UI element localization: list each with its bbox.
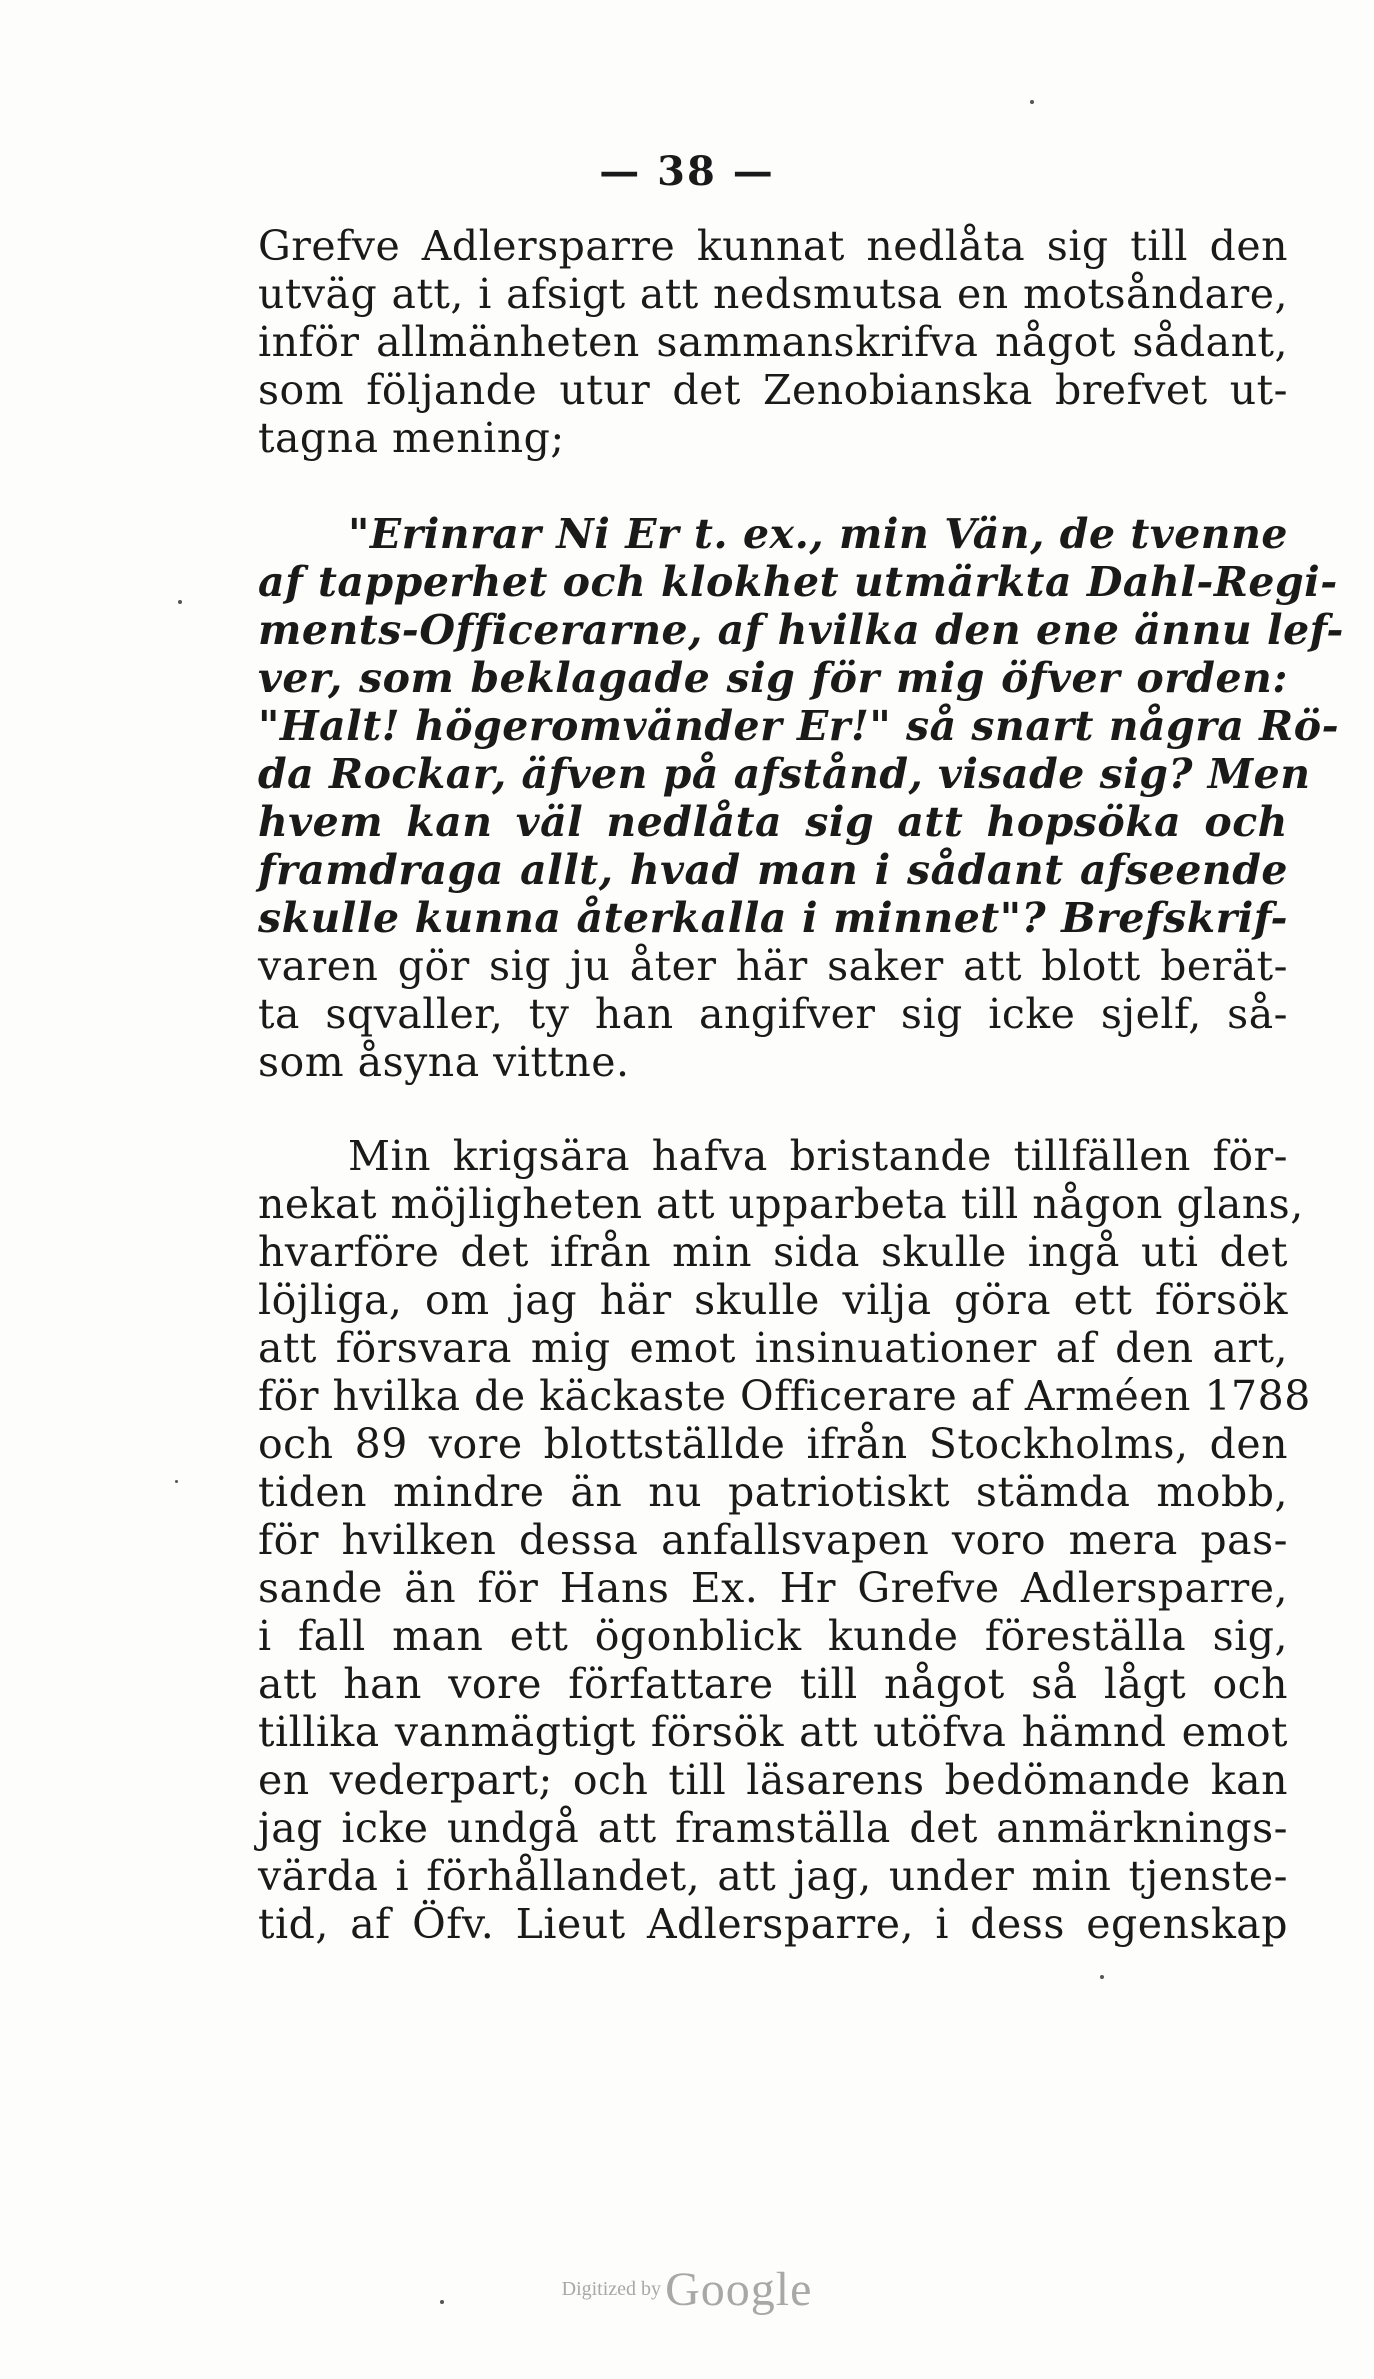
text-line: ta sqvaller, ty han angifver sig icke sjelf, så- <box>258 990 1288 1038</box>
text-line: som åsyna vittne. <box>258 1038 630 1086</box>
text-line: för hvilken dessa anfallsvapen voro mera pas- <box>258 1516 1288 1564</box>
text-line: i fall man ett ögonblick kunde föreställa sig, <box>258 1612 1288 1660</box>
ink-speck <box>1030 100 1034 104</box>
page-number: — 38 — <box>599 148 775 195</box>
ink-speck <box>175 1480 178 1483</box>
ink-speck <box>178 600 182 604</box>
text-line: Min krigsära hafva bristande tillfällen för- <box>348 1132 1288 1180</box>
text-line: att försvara mig emot insinuationer af den art, <box>258 1324 1288 1372</box>
text-line: att han vore författare till något så lågt och <box>258 1660 1288 1708</box>
text-line: inför allmänheten sammanskrifva något sådant, <box>258 318 1288 366</box>
quotation-paragraph <box>258 510 1344 1086</box>
text-line: "Erinrar Ni Er t. ex., min Vän, de tvenne <box>348 510 1288 558</box>
text-line: tagna mening; <box>258 414 565 462</box>
text-line: löjliga, om jag här skulle vilja göra ett försök <box>258 1276 1288 1324</box>
text-line: ver, som beklagade sig för mig öfver orden: <box>258 654 1288 702</box>
text-line: Grefve Adlersparre kunnat nedlåta sig till den <box>258 222 1288 270</box>
text-line: framdraga allt, hvad man i sådant afseende <box>258 846 1288 894</box>
text-line: ments-Officerarne, af hvilka den ene ännu lef- <box>258 606 1344 654</box>
text-line: af tapperhet och klokhet utmärkta Dahl-Regi- <box>258 558 1338 606</box>
text-line: hvem kan väl nedlåta sig att hopsöka och <box>258 798 1288 846</box>
text-line: tillika vanmägtigt försök att utöfva hämnd emot <box>258 1708 1288 1756</box>
text-line: värda i förhållandet, att jag, under min tjenste- <box>258 1852 1288 1900</box>
text-line: och 89 vore blottställde ifrån Stockholms, den <box>258 1420 1288 1468</box>
text-line: hvarföre det ifrån min sida skulle ingå uti det <box>258 1228 1288 1276</box>
paragraph-1 <box>258 222 1288 462</box>
text-line: "Halt! högeromvänder Er!" så snart några Rö- <box>258 702 1340 750</box>
digitization-watermark <box>0 2262 1374 2317</box>
text-line: varen gör sig ju åter här saker att blott berät- <box>258 942 1288 990</box>
ink-speck <box>1100 1975 1104 1979</box>
google-logo: Google <box>665 2263 813 2316</box>
text-line: nekat möjligheten att upparbeta till någon glans, <box>258 1180 1304 1228</box>
digitized-by-text: Digitized by <box>561 2278 662 2300</box>
text-line: som följande utur det Zenobianska brefvet ut- <box>258 366 1288 414</box>
text-line: jag icke undgå att framställa det anmärknings- <box>258 1804 1288 1852</box>
text-line: skulle kunna återkalla i minnet"? Brefskrif- <box>258 894 1288 942</box>
text-line: en vederpart; och till läsarens bedömande kan <box>258 1756 1288 1804</box>
paragraph-3 <box>258 1132 1311 1948</box>
text-line: för hvilka de käckaste Officerare af Arméen 1788 <box>258 1372 1311 1420</box>
text-line: tiden mindre än nu patriotiskt stämda mobb, <box>258 1468 1288 1516</box>
text-line: sande än för Hans Ex. Hr Grefve Adlersparre, <box>258 1564 1288 1612</box>
text-line: utväg att, i afsigt att nedsmutsa en motsåndare, <box>258 270 1288 318</box>
text-line: da Rockar, äfven på afstånd, visade sig? Men <box>258 750 1311 798</box>
text-line: tid, af Öfv. Lieut Adlersparre, i dess egenskap <box>258 1900 1288 1948</box>
